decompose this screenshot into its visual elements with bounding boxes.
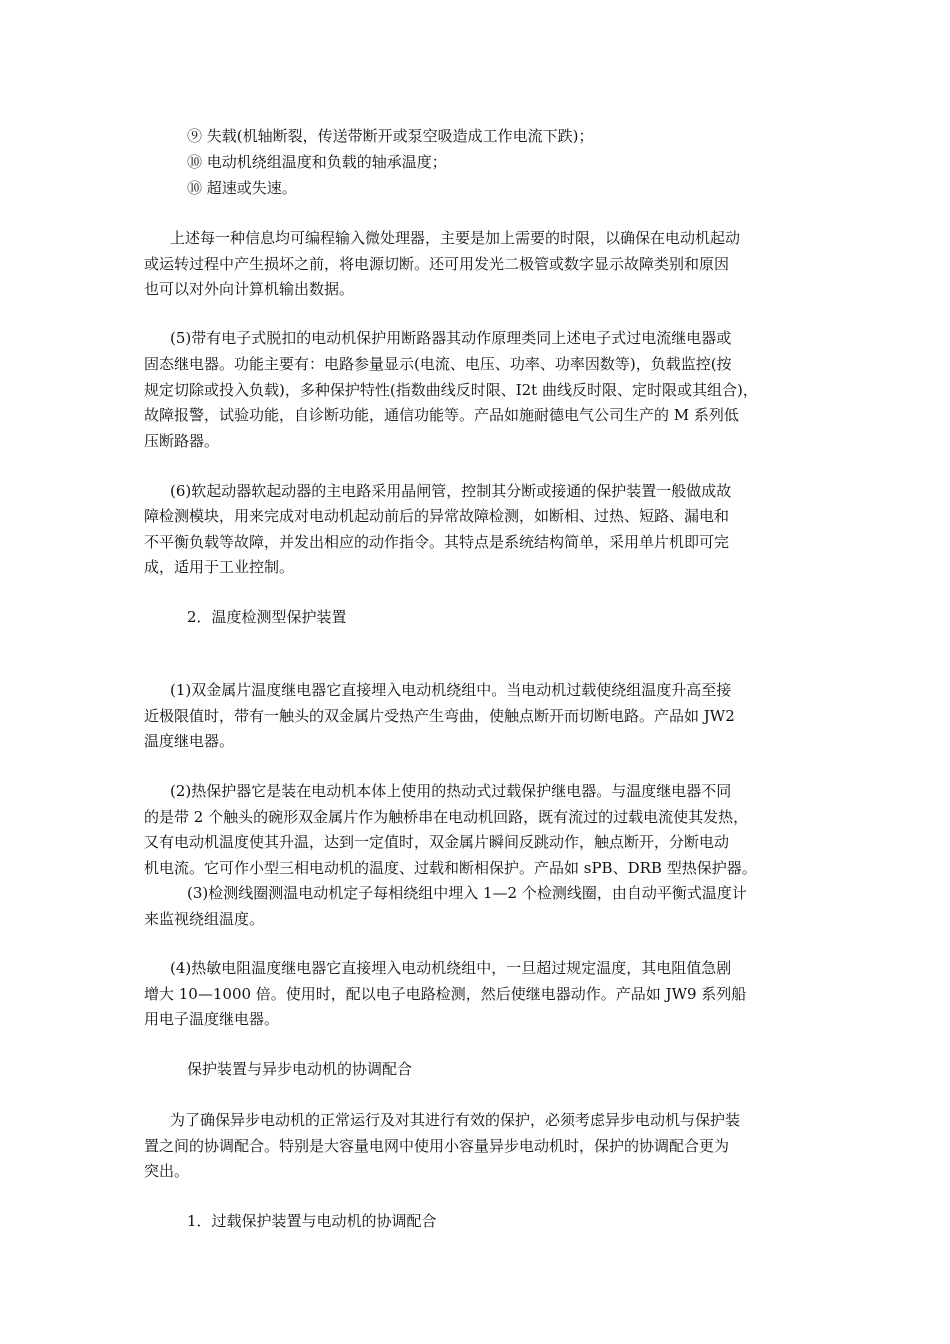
paragraph-line: (5)带有电子式脱扣的电动机保护用断路器其动作原理类同上述电子式过电流继电器或 (170, 329, 732, 347)
paragraph-line: (6)软起动器软起动器的主电路采用晶闸管，控制其分断或接通的保护装置一般做成故 (170, 482, 732, 500)
paragraph-line: 或运转过程中产生损坏之前，将电源切断。还可用发光二极管或数字显示故障类别和原因 (144, 255, 730, 273)
paragraph-line: (3)检测线圈测温电动机定子每相绕组中埋入 1—2 个检测线圈，由自动平衡式温度计 (187, 884, 747, 902)
paragraph-line: 为了确保异步电动机的正常运行及对其进行有效的保护，必须考虑异步电动机与保护装 (170, 1111, 741, 1129)
paragraph-line: 固态继电器。功能主要有：电路参量显示(电流、电压、功率、功率因数等)，负载监控(按 (144, 355, 732, 373)
list-item: ⑨ 失载(机轴断裂，传送带断开或泵空吸造成工作电流下跌)； (187, 127, 594, 145)
paragraph-line: 近极限值时，带有一触头的双金属片受热产生弯曲，使触点断开而切断电路。产品如 JW2 (144, 707, 735, 725)
paragraph-line: (2)热保护器它是装在电动机本体上使用的热动式过载保护继电器。与温度继电器不同 (170, 782, 732, 800)
paragraph-line: 来监视绕组温度。 (144, 910, 265, 928)
paragraph-line: 增大 10—1000 倍。使用时，配以电子电路检测，然后使继电器动作。产品如 JW9 系列船 (144, 985, 747, 1003)
paragraph-line: 机电流。它可作小型三相电动机的温度、过载和断相保护。产品如 sPB、DRB 型热保护器。 (144, 859, 757, 877)
paragraph-line: (1)双金属片温度继电器它直接埋入电动机绕组中。当电动机过载使绕组温度升高至接 (170, 681, 732, 699)
paragraph-line: 成，适用于工业控制。 (144, 558, 295, 576)
paragraph-line: 温度继电器。 (144, 732, 235, 750)
paragraph-line: 上述每一种信息均可编程输入微处理器，主要是加上需要的时限，以确保在电动机起动 (170, 229, 741, 247)
list-item: ⑩ 超速或失速。 (187, 179, 297, 197)
paragraph-line: 又有电动机温度使其升温，达到一定值时，双金属片瞬间反跳动作，触点断开，分断电动 (144, 833, 730, 851)
paragraph-line: 故障报警，试验功能，自诊断功能，通信功能等。产品如施耐德电气公司生产的 M 系列低 (144, 406, 739, 424)
paragraph-line: 的是带 2 个触头的碗形双金属片作为触桥串在电动机回路，既有流过的过载电流使其发热， (144, 808, 749, 826)
section-heading: 保护装置与异步电动机的协调配合 (187, 1060, 413, 1078)
paragraph-line: 压断路器。 (144, 432, 220, 450)
paragraph-line: 突出。 (144, 1162, 190, 1180)
paragraph-line: 置之间的协调配合。特别是大容量电网中使用小容量异步电动机时，保护的协调配合更为 (144, 1137, 730, 1155)
paragraph-line: 也可以对外向计算机输出数据。 (144, 280, 355, 298)
paragraph-line: 障检测模块，用来完成对电动机起动前后的异常故障检测，如断相、过热、短路、漏电和 (144, 507, 730, 525)
paragraph-line: 用电子温度继电器。 (144, 1010, 280, 1028)
paragraph-line: (4)热敏电阻温度继电器它直接埋入电动机绕组中，一旦超过规定温度，其电阻值急剧 (170, 959, 732, 977)
section-heading: 1．过载保护装置与电动机的协调配合 (187, 1212, 437, 1230)
section-heading: 2．温度检测型保护装置 (187, 608, 347, 626)
list-item: ⑩ 电动机绕组温度和负载的轴承温度； (187, 153, 447, 171)
paragraph-line: 不平衡负载等故障，并发出相应的动作指令。其特点是系统结构简单，采用单片机即可完 (144, 533, 730, 551)
paragraph-line: 规定切除或投入负载)，多种保护特性(指数曲线反时限、I2t 曲线反时限、定时限或其组合)， (144, 381, 758, 399)
